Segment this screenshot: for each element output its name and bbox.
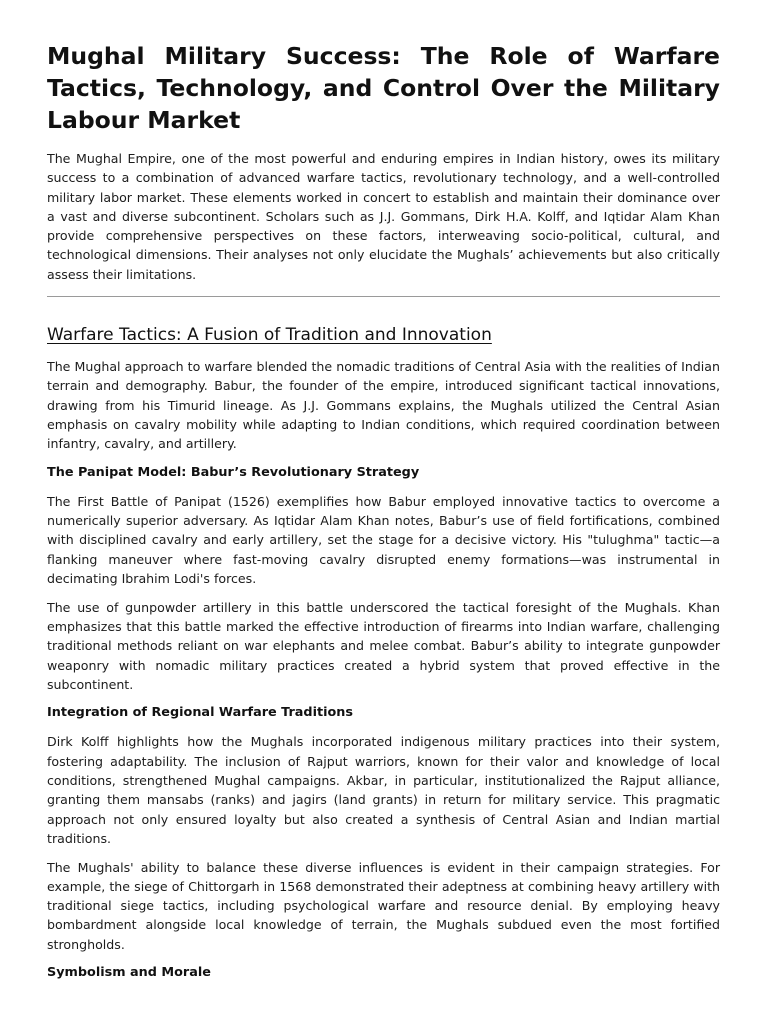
section-intro-paragraph: The Mughal approach to warfare blended the nomadic traditions of Central Asia with the realities of Indian terrain and demography. Babur, the founder of the empire, introduced significant tactical innovations, drawing from his Timurid lineage. As J.J. Gommans explains, the Mughals utilized the Central Asian emphasis on cavalry mobility while adapting to Indian conditions, which required coordination between infantry, cavalry, and artillery. [47, 359, 720, 452]
regional-paragraph-2: The Mughals' ability to balance these diverse influences is evident in their campaign strategies. For example, the siege of Chittorgarh in 1568 demonstrated their adeptness at combining heavy artillery with traditional siege tactics, including psychological warfare and resource denial. By employing heavy bombardment alongside local knowledge of terrain, the Mughals subdued even the most fortified strongholds. [47, 859, 720, 952]
subheading-symbolism-morale: Symbolism and Morale [47, 965, 211, 981]
panipat-paragraph-2: The use of gunpowder artillery in this battle underscored the tactical foresight of the Mughals. Khan emphasizes that this battle marked the effective introduction of firearms into Indian warfare, challenging traditional methods reliant on war elephants and melee combat. Babur’s ability to integrate gunpowder weaponry with nomadic military practices created a hybrid system that proved effective in the subcontinent. [47, 599, 720, 692]
intro-paragraph: The Mughal Empire, one of the most powerful and enduring empires in Indian history, owes its military success to a combination of advanced warfare tactics, revolutionary technology, and a well-controlled military labor market. These elements worked in concert to establish and maintain their dominance over a vast and diverse subcontinent. Scholars such as J.J. Gommans, Dirk H.A. Kolff, and Iqtidar Alam Khan provide comprehensive perspectives on these factors, interweaving socio-political, cultural, and technological dimensions. Their analyses not only elucidate the Mughals’ achievements but also critically assess their limitations. [47, 151, 720, 282]
section-heading-warfare-tactics: Warfare Tactics: A Fusion of Tradition and Innovation [47, 325, 492, 346]
panipat-paragraph-1: The First Battle of Panipat (1526) exemplifies how Babur employed innovative tactics to overcome a numerically superior adversary. As Iqtidar Alam Khan notes, Babur’s use of field fortifications, combined with disciplined cavalry and early artillery, set the stage for a decisive victory. His "tulughma" tactic—a flanking maneuver where fast-moving cavalry disrupted enemy formations—was instrumental in decimating Ibrahim Lodi's forces. [47, 493, 720, 587]
document-title: Mughal Military Success: The Role of Warfare Tactics, Technology, and Control Over the Military Labour Market [47, 42, 720, 134]
subheading-regional-traditions: Integration of Regional Warfare Traditions [47, 705, 353, 721]
subheading-panipat-model: The Panipat Model: Babur’s Revolutionary Strategy [47, 464, 420, 480]
section-divider [47, 296, 720, 297]
document-page [47, 40, 720, 992]
regional-paragraph-1: Dirk Kolff highlights how the Mughals incorporated indigenous military practices into their system, fostering adaptability. The inclusion of Rajput warriors, known for their valor and knowledge of local conditions, strengthened Mughal campaigns. Akbar, in particular, institutionalized the Rajput alliance, granting them mansabs (ranks) and jagirs (land grants) in return for military service. This pragmatic approach not only ensured loyalty but also created a synthesis of Central Asian and Indian martial traditions. [47, 734, 720, 846]
